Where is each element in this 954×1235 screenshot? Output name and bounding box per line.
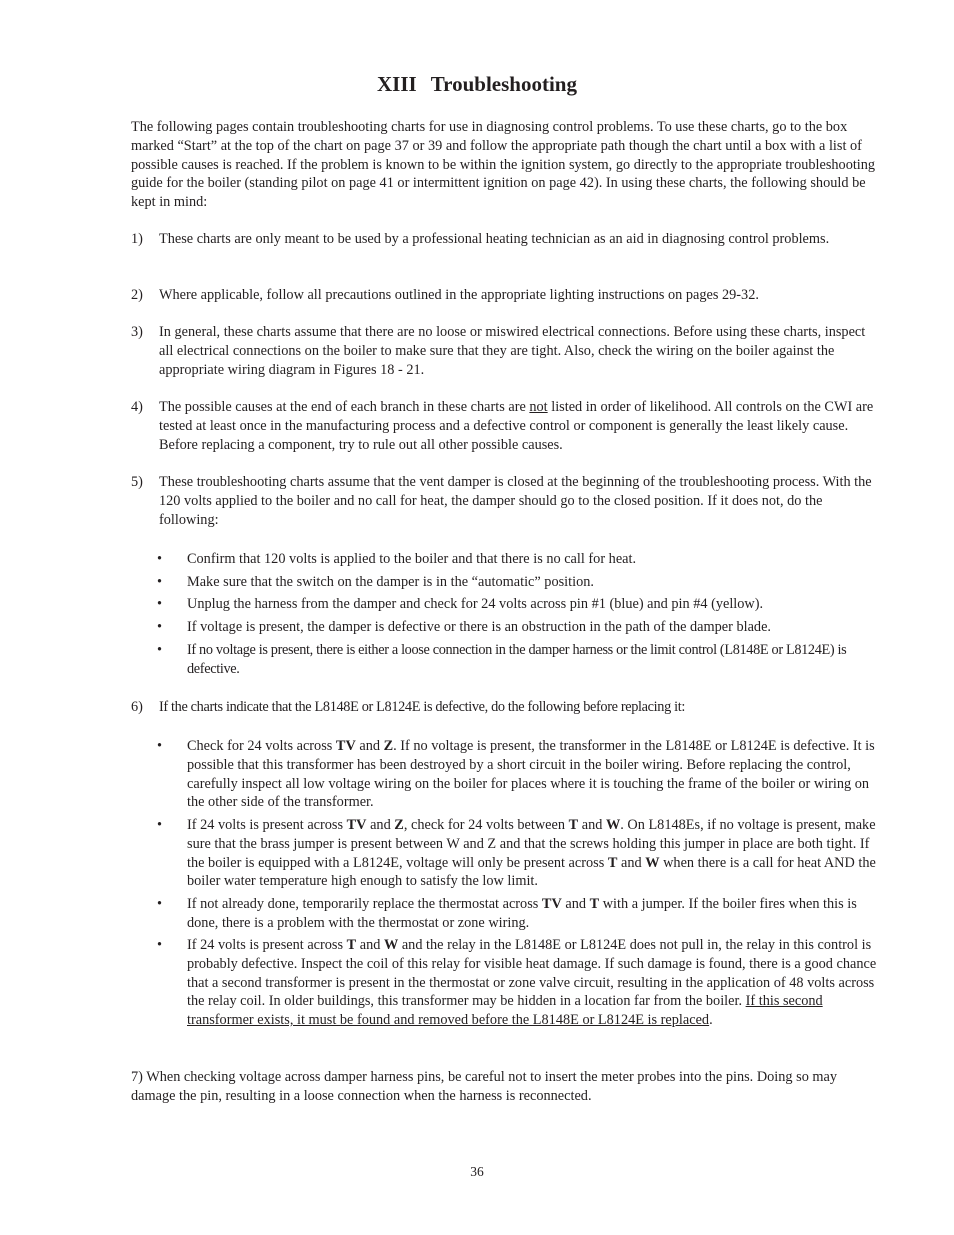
bullet-icon: • (157, 817, 163, 833)
bullet-text: If 24 volts is present across TV and Z, check for 24 volts between T and W. On L8148Es, if no voltage is present, make sure that the brass jumper is present between W and Z and that the screws holding this jumper in place are both tight. If the boiler is equipped with a L8124E, voltage will only be present across T and W when there is a call for heat AND the boiler water temperature high enough to satisfy the low limit. (187, 817, 876, 890)
item-number: 5) (131, 474, 143, 490)
item-number: 4) (131, 399, 143, 415)
item-number: 3) (131, 324, 143, 340)
terminal-label: TV (335, 738, 356, 754)
emphasis-not: not (529, 399, 548, 415)
bullet-icon: • (157, 551, 163, 567)
terminal-label: Z (394, 817, 404, 833)
item-number: 2) (131, 287, 143, 303)
terminal-label: T (589, 896, 600, 912)
item-number: 1) (131, 231, 143, 247)
damper-bullet-5 (157, 641, 879, 679)
control-bullet-3 (157, 895, 879, 933)
bullet-text: If 24 volts is present across T and W and the relay in the L8148E or L8124E does not pull in, the relay in this control is probably defective. Inspect the coil of this relay for visible heat damage. If such damage is found, there is a good chance that a second transformer is present in the thermostat or zone valve circuit, resulting in the application of 48 volts across the relay coil. In older buildings, this transformer may be hidden in a location far from the boiler. If this second transformer exists, it must be found and removed before the L8148E or L8124E is replaced. (187, 937, 877, 1029)
damper-bullet-1 (157, 550, 879, 569)
terminal-label: T (568, 817, 579, 833)
terminal-label: W (645, 854, 660, 871)
section-number: XIII (377, 72, 417, 96)
numbered-item-4 (131, 398, 881, 454)
bullet-text: If no voltage is present, there is either a loose connection in the damper harness or the limit control (L8148E or L8124E) is defective. (187, 642, 847, 677)
item-text: If the charts indicate that the L8148E or L8124E is defective, do the following before replacing it: (159, 699, 685, 715)
item-text: In general, these charts assume that there are no loose or miswired electrical connections. Before using these charts, inspect all electrical connections on the boiler to make sure that they are tight. Also, check the wiring on the boiler against the appropriate wiring diagram in Figures 18 - 21. (159, 324, 866, 378)
intro-paragraph: The following pages contain troubleshooting charts for use in diagnosing control problems. To use these charts, go to the box marked “Start” at the top of the chart on page 37 or 39 and follow the appropriate path though the chart until a box with a list of possible causes is reached. If the problem is known to be within the ignition system, go directly to the appropriate troubleshooting guide for the boiler (standing pilot on page 41 or intermittent ignition on page 42). In using these charts, the following should be kept in mind: (131, 119, 876, 211)
bullet-text: If voltage is present, the damper is defective or there is an obstruction in the path of the damper blade. (187, 619, 771, 635)
bullet-text: If not already done, temporarily replace the thermostat across TV and T with a jumper. If the boiler fires when this is done, there is a problem with the thermostat or zone wiring. (187, 896, 857, 931)
final-note: 7) When checking voltage across damper harness pins, be careful not to insert the meter probes into the pins. Doing so may damage the pin, resulting in a loose connection when the harness is reconnected. (131, 1069, 838, 1104)
item-text: These troubleshooting charts assume that the vent damper is closed at the beginning of the troubleshooting process. With the 120 volts applied to the boiler and no call for heat, the damper should go to the closed position. If it does not, do the following: (159, 474, 872, 528)
item-text: These charts are only meant to be used by a professional heating technician as an aid in diagnosing control problems. (159, 231, 830, 247)
bullet-text: Make sure that the switch on the damper is in the “automatic” position. (187, 574, 594, 590)
damper-bullet-2 (157, 573, 879, 592)
terminal-label: W (383, 937, 399, 953)
bullet-icon: • (157, 738, 163, 754)
item-number: 6) (131, 699, 143, 715)
numbered-item-2 (131, 286, 881, 305)
item-text: The possible causes at the end of each branch in these charts are not listed in order of likelihood. All controls on the CWI are tested at least once in the manufacturing process and a defective control or component is generally the least likely cause. Before replacing a component, try to rule out all other possible causes. (159, 399, 874, 453)
terminal-label: Z (383, 738, 394, 754)
warning-underlined: If this second transformer exists, it must be found and removed before the L8148E or L8124E is replaced (187, 993, 823, 1029)
bullet-icon: • (157, 619, 163, 635)
terminal-label: T (346, 937, 357, 953)
bullet-text: Unplug the harness from the damper and check for 24 volts across pin #1 (blue) and pin #4 (yellow). (187, 596, 764, 612)
bullet-icon: • (157, 596, 163, 612)
item-text: Where applicable, follow all precautions outlined in the appropriate lighting instructions on pages 29-32. (159, 287, 759, 303)
section-title-text: Troubleshooting (430, 72, 577, 96)
bullet-icon: • (157, 642, 163, 658)
numbered-item-1 (131, 230, 881, 249)
numbered-item-5 (131, 473, 881, 529)
numbered-item-3 (131, 323, 881, 379)
bullet-text: Check for 24 volts across TV and Z. If no voltage is present, the transformer in the L8148E or L8124E is defective. It is possible that this transformer has been destroyed by a short circuit in the boiler wiring. Before replacing the control, carefully inspect all low voltage wiring on the boiler for places where it is touching the frame of the boiler or wiring on the other side of the transformer. (187, 738, 875, 811)
damper-bullet-4 (157, 618, 879, 637)
bullet-text: Confirm that 120 volts is applied to the boiler and that there is no call for heat. (187, 551, 637, 567)
terminal-label: TV (541, 896, 562, 912)
bullet-icon: • (157, 896, 163, 912)
control-bullet-4 (157, 936, 879, 1030)
terminal-label: TV (346, 817, 367, 833)
control-bullet-1 (157, 737, 879, 812)
bullet-icon: • (157, 574, 163, 590)
terminal-label: W (605, 817, 621, 833)
damper-bullet-3 (157, 595, 879, 614)
page-number: 36 (470, 1164, 484, 1179)
control-bullet-2 (157, 816, 879, 891)
bullet-icon: • (157, 937, 163, 953)
numbered-item-6 (131, 698, 881, 717)
terminal-label: T (607, 854, 618, 871)
section-title (0, 72, 954, 97)
